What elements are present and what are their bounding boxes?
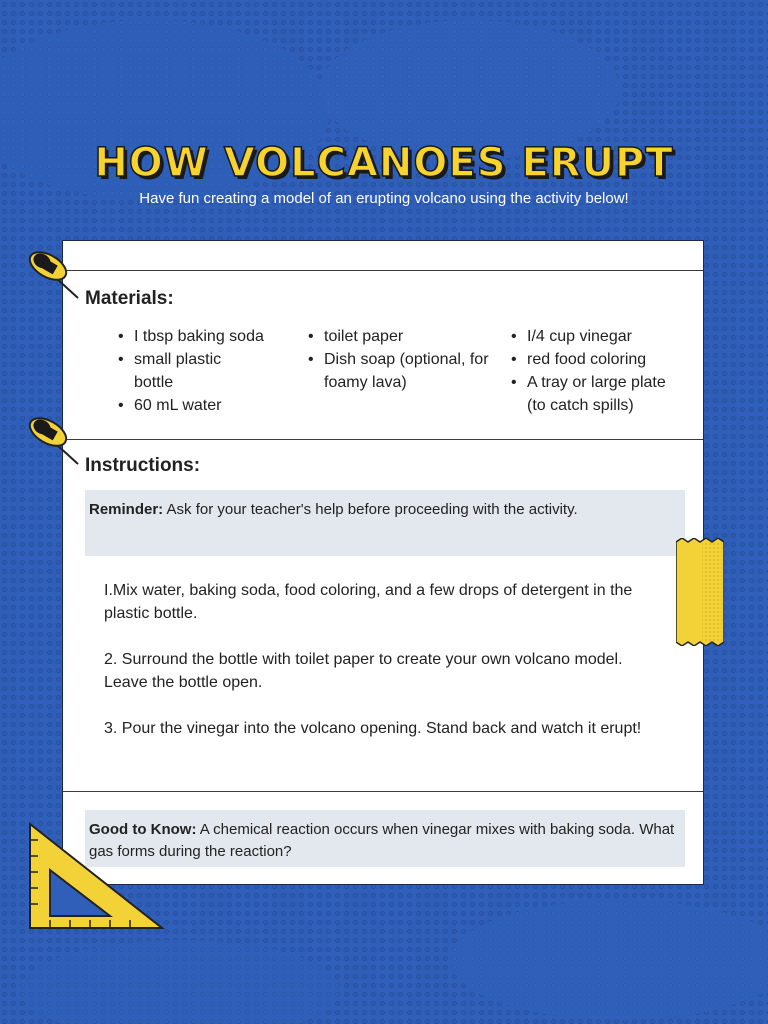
reminder-label: Reminder: (89, 501, 164, 518)
tape-strip (676, 538, 724, 646)
instructions-heading: Instructions: (85, 455, 201, 476)
divider (63, 791, 703, 792)
step-2: 2. Surround the bottle with toilet paper to create your own volcano model. Leave the bottle open. (104, 651, 623, 691)
reminder-box (85, 490, 685, 556)
set-square-ruler-icon (26, 820, 166, 932)
materials-heading: Materials: (85, 288, 174, 309)
list-item: • A tray or large plate (to catch spills) (507, 371, 667, 417)
list-item: • small plastic bottle (114, 348, 264, 394)
list-item: • I/4 cup vinegar (507, 325, 697, 348)
step-1: I.Mix water, baking soda, food coloring, and a few drops of detergent in the plastic bottle. (104, 582, 633, 622)
push-pin-icon (20, 410, 86, 470)
instruction-steps (104, 579, 664, 763)
good-to-know-text: A chemical reaction occurs when vinegar mixes with baking soda. What gas forms during the reaction? (89, 821, 675, 860)
good-to-know-box (85, 810, 685, 867)
materials-column-2 (304, 325, 504, 394)
page-subtitle: Have fun creating a model of an erupting volcano using the activity below! (139, 190, 629, 207)
materials-column-1 (114, 325, 304, 417)
divider (63, 270, 703, 271)
list-item: • toilet paper (304, 325, 504, 348)
list-item: • Dish soap (optional, for foamy lava) (304, 348, 494, 394)
push-pin-icon (20, 244, 86, 304)
list-item: • 60 mL water (114, 394, 304, 417)
page-title: HOW VOLCANOES ERUPT (94, 140, 674, 186)
list-item: • I tbsp baking soda (114, 325, 304, 348)
step-3: 3. Pour the vinegar into the volcano opening. Stand back and watch it erupt! (104, 720, 642, 737)
divider (63, 439, 703, 440)
good-to-know-label: Good to Know: (89, 821, 197, 838)
materials-column-3 (507, 325, 697, 417)
reminder-text: Ask for your teacher's help before proceeding with the activity. (163, 501, 578, 518)
list-item: • red food coloring (507, 348, 697, 371)
activity-card (62, 240, 704, 885)
